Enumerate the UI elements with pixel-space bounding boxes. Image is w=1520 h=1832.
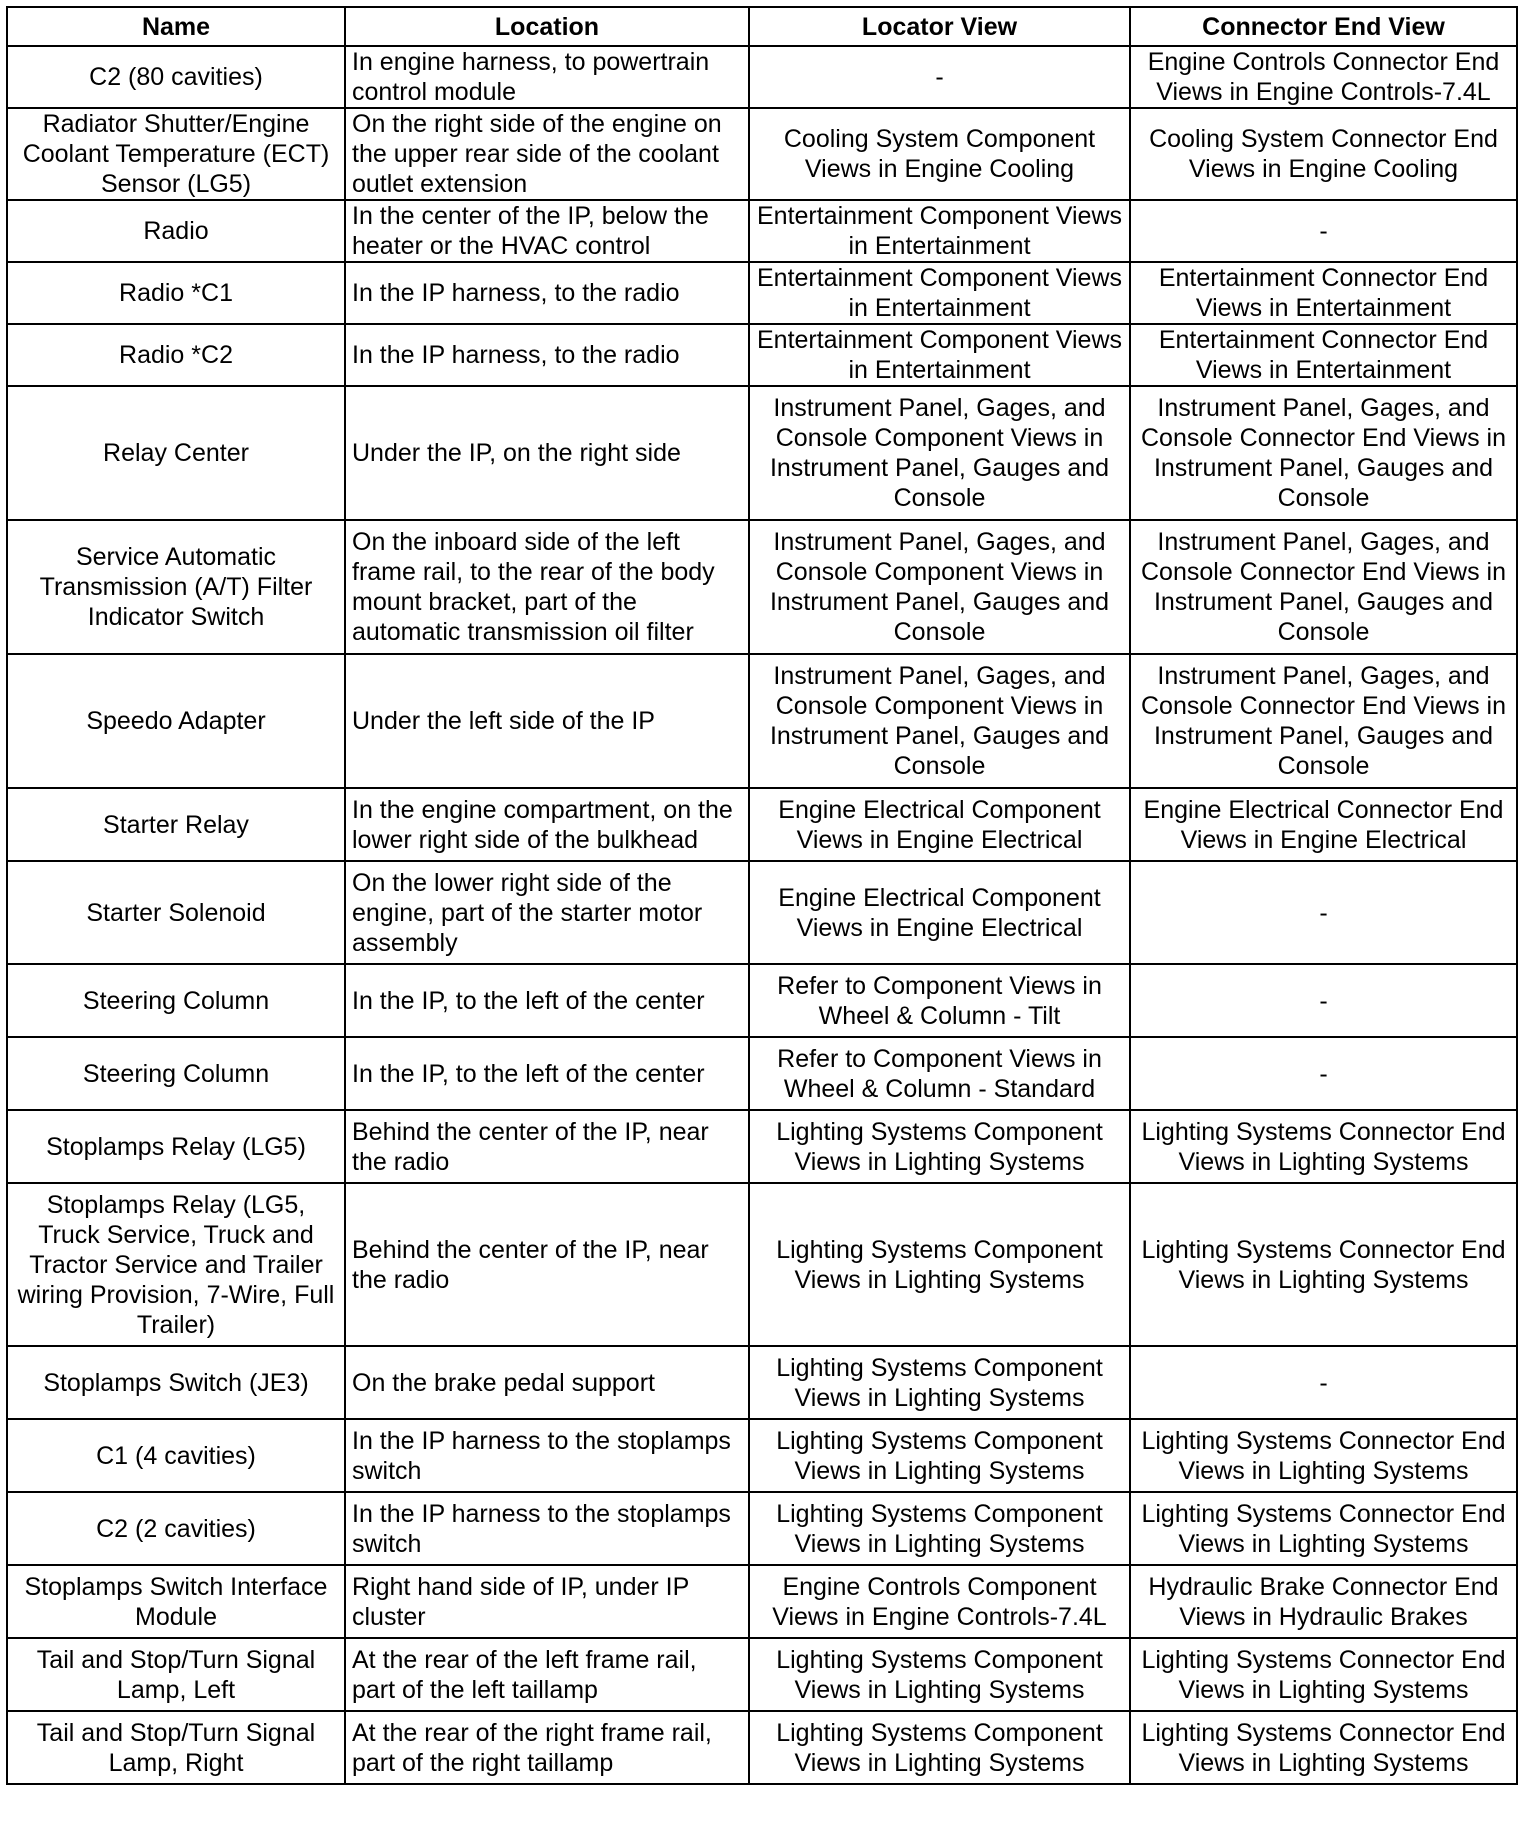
cell-connector-end-view: Lighting Systems Connector End Views in Lighting Systems [1130,1711,1517,1784]
cell-location: Behind the center of the IP, near the radio [345,1110,749,1183]
cell-connector-end-view: Lighting Systems Connector End Views in Lighting Systems [1130,1492,1517,1565]
component-locator-table [6,6,1518,1785]
cell-connector-end-view: - [1130,200,1517,262]
table-row [7,46,1517,108]
table-row [7,1346,1517,1419]
cell-locator-view: Engine Electrical Component Views in Engine Electrical [749,788,1130,861]
cell-connector-end-view: - [1130,964,1517,1037]
table-row [7,1711,1517,1784]
cell-connector-end-view: Engine Electrical Connector End Views in Engine Electrical [1130,788,1517,861]
cell-locator-view: Entertainment Component Views in Entertainment [749,200,1130,262]
cell-location: Under the IP, on the right side [345,386,749,520]
cell-location: In the IP, to the left of the center [345,964,749,1037]
cell-location: On the inboard side of the left frame rail, to the rear of the body mount bracket, part of the automatic transmission oil filter [345,520,749,654]
cell-locator-view: Lighting Systems Component Views in Lighting Systems [749,1110,1130,1183]
cell-connector-end-view: Lighting Systems Connector End Views in Lighting Systems [1130,1419,1517,1492]
table-row [7,788,1517,861]
table-row [7,1037,1517,1110]
cell-name: C2 (80 cavities) [7,46,345,108]
header-row [7,7,1517,46]
cell-locator-view: Lighting Systems Component Views in Lighting Systems [749,1638,1130,1711]
cell-connector-end-view: Entertainment Connector End Views in Entertainment [1130,262,1517,324]
cell-name: Relay Center [7,386,345,520]
cell-connector-end-view: Lighting Systems Connector End Views in Lighting Systems [1130,1183,1517,1346]
cell-locator-view: Cooling System Component Views in Engine Cooling [749,108,1130,200]
cell-location: In the IP harness, to the radio [345,324,749,386]
cell-name: Service Automatic Transmission (A/T) Filter Indicator Switch [7,520,345,654]
cell-connector-end-view: Cooling System Connector End Views in Engine Cooling [1130,108,1517,200]
cell-connector-end-view: - [1130,861,1517,964]
cell-name: Radiator Shutter/Engine Coolant Temperature (ECT) Sensor (LG5) [7,108,345,200]
cell-location: At the rear of the left frame rail, part of the left taillamp [345,1638,749,1711]
cell-locator-view: Refer to Component Views in Wheel & Column - Tilt [749,964,1130,1037]
cell-location: In the engine compartment, on the lower right side of the bulkhead [345,788,749,861]
cell-location: In the center of the IP, below the heater or the HVAC control [345,200,749,262]
cell-locator-view: Engine Electrical Component Views in Engine Electrical [749,861,1130,964]
table-row [7,1565,1517,1638]
cell-location: On the lower right side of the engine, part of the starter motor assembly [345,861,749,964]
cell-name: Stoplamps Relay (LG5, Truck Service, Truck and Tractor Service and Trailer wiring Provision, 7-Wire, Full Trailer) [7,1183,345,1346]
header-connector-end-view: Connector End View [1130,7,1517,46]
table-row [7,964,1517,1037]
header-name: Name [7,7,345,46]
cell-name: Stoplamps Switch (JE3) [7,1346,345,1419]
cell-locator-view: Lighting Systems Component Views in Lighting Systems [749,1346,1130,1419]
cell-locator-view: Entertainment Component Views in Entertainment [749,262,1130,324]
cell-locator-view: Lighting Systems Component Views in Lighting Systems [749,1492,1130,1565]
cell-location: Behind the center of the IP, near the radio [345,1183,749,1346]
table-row [7,324,1517,386]
cell-location: At the rear of the right frame rail, part of the right taillamp [345,1711,749,1784]
component-locator-document [6,6,1516,1785]
cell-location: In the IP, to the left of the center [345,1037,749,1110]
cell-connector-end-view: Lighting Systems Connector End Views in Lighting Systems [1130,1638,1517,1711]
cell-location: Under the left side of the IP [345,654,749,788]
table-row [7,386,1517,520]
cell-name: Tail and Stop/Turn Signal Lamp, Left [7,1638,345,1711]
cell-location: In the IP harness to the stoplamps switch [345,1492,749,1565]
table-row [7,262,1517,324]
table-row [7,200,1517,262]
cell-connector-end-view: Instrument Panel, Gages, and Console Connector End Views in Instrument Panel, Gauges and Console [1130,654,1517,788]
table-row [7,1492,1517,1565]
cell-location: On the right side of the engine on the upper rear side of the coolant outlet extension [345,108,749,200]
cell-locator-view: Lighting Systems Component Views in Lighting Systems [749,1711,1130,1784]
cell-name: Tail and Stop/Turn Signal Lamp, Right [7,1711,345,1784]
cell-locator-view: Lighting Systems Component Views in Lighting Systems [749,1419,1130,1492]
cell-location: On the brake pedal support [345,1346,749,1419]
cell-connector-end-view: - [1130,1346,1517,1419]
cell-name: Radio *C1 [7,262,345,324]
table-row [7,1419,1517,1492]
table-row [7,1110,1517,1183]
table-row [7,1638,1517,1711]
table-row [7,654,1517,788]
table-row [7,861,1517,964]
header-locator-view: Locator View [749,7,1130,46]
cell-name: Starter Solenoid [7,861,345,964]
cell-name: Radio *C2 [7,324,345,386]
table-row [7,520,1517,654]
cell-connector-end-view: Entertainment Connector End Views in Entertainment [1130,324,1517,386]
cell-locator-view: Instrument Panel, Gages, and Console Component Views in Instrument Panel, Gauges and Console [749,520,1130,654]
cell-locator-view: Engine Controls Component Views in Engine Controls-7.4L [749,1565,1130,1638]
cell-locator-view: Refer to Component Views in Wheel & Column - Standard [749,1037,1130,1110]
cell-location: In the IP harness to the stoplamps switch [345,1419,749,1492]
cell-name: Speedo Adapter [7,654,345,788]
cell-name: Stoplamps Switch Interface Module [7,1565,345,1638]
cell-location: Right hand side of IP, under IP cluster [345,1565,749,1638]
cell-locator-view: Instrument Panel, Gages, and Console Component Views in Instrument Panel, Gauges and Console [749,386,1130,520]
cell-name: Stoplamps Relay (LG5) [7,1110,345,1183]
cell-connector-end-view: Lighting Systems Connector End Views in Lighting Systems [1130,1110,1517,1183]
cell-connector-end-view: Instrument Panel, Gages, and Console Connector End Views in Instrument Panel, Gauges and Console [1130,386,1517,520]
cell-locator-view: Lighting Systems Component Views in Lighting Systems [749,1183,1130,1346]
cell-locator-view: Instrument Panel, Gages, and Console Component Views in Instrument Panel, Gauges and Console [749,654,1130,788]
cell-location: In the IP harness, to the radio [345,262,749,324]
cell-name: C2 (2 cavities) [7,1492,345,1565]
cell-connector-end-view: Hydraulic Brake Connector End Views in Hydraulic Brakes [1130,1565,1517,1638]
cell-connector-end-view: Instrument Panel, Gages, and Console Connector End Views in Instrument Panel, Gauges and Console [1130,520,1517,654]
cell-name: Starter Relay [7,788,345,861]
cell-name: Steering Column [7,1037,345,1110]
table-row [7,1183,1517,1346]
header-location: Location [345,7,749,46]
cell-locator-view: Entertainment Component Views in Entertainment [749,324,1130,386]
cell-location: In engine harness, to powertrain control module [345,46,749,108]
cell-name: Radio [7,200,345,262]
cell-name: Steering Column [7,964,345,1037]
table-row [7,108,1517,200]
cell-connector-end-view: - [1130,1037,1517,1110]
cell-name: C1 (4 cavities) [7,1419,345,1492]
cell-connector-end-view: Engine Controls Connector End Views in Engine Controls-7.4L [1130,46,1517,108]
cell-locator-view: - [749,46,1130,108]
